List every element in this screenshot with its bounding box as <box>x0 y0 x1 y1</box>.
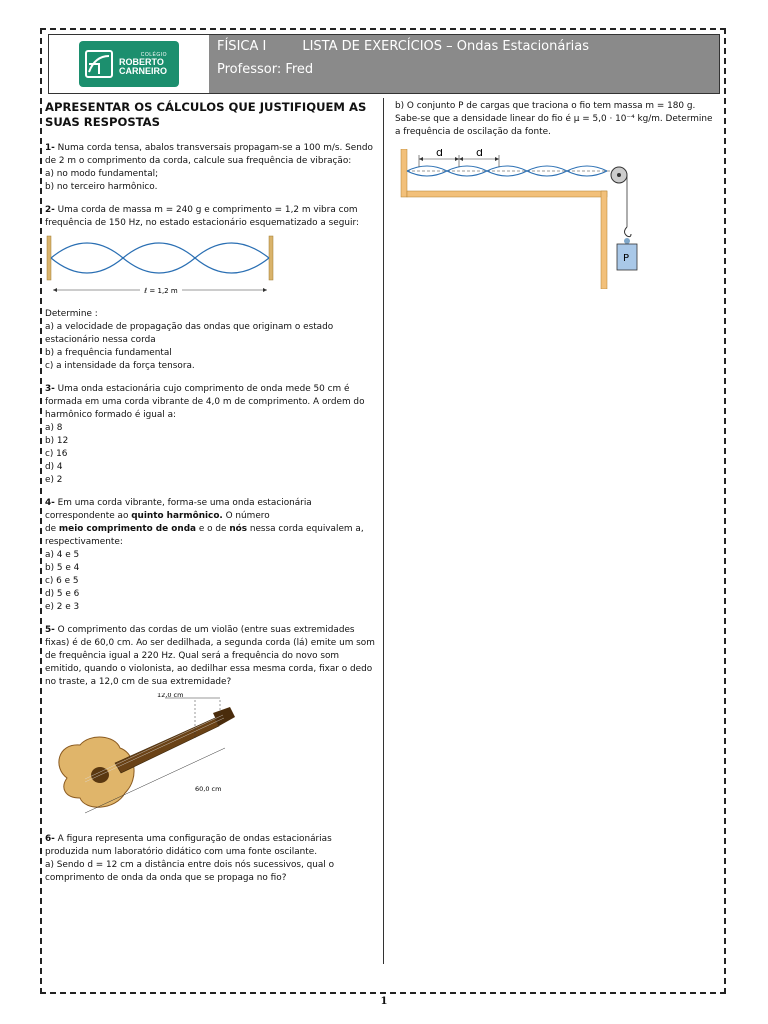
q3-option: e) 2 <box>45 475 63 485</box>
q2-c: c) a intensidade da força tensora. <box>45 361 195 371</box>
q2-text: Uma corda de massa m = 240 g e comprimento = 1,2 m vibra com frequência de 150 Hz, no estado estacionário esquematizado a seguir: <box>45 205 359 228</box>
q2-a: a) a velocidade de propagação das ondas que originam o estado estacionário nessa corda <box>45 322 334 345</box>
string-pulley-figure <box>399 149 649 289</box>
q4-bold2: meio comprimento de onda <box>58 524 197 534</box>
length-12-label: 12,0 cm <box>157 693 184 699</box>
q3-option: a) 8 <box>45 423 63 433</box>
q3-text: Uma onda estacionária cujo comprimento de onda mede 50 cm é formada em uma corda vibrante de 4,0 m de comprimento. A ordem do harmônico formado é igual a: <box>45 384 365 420</box>
q1-a: a) no modo fundamental; <box>45 169 159 179</box>
q1-number: 1- <box>45 143 55 153</box>
q4-option: c) 6 e 5 <box>45 576 79 586</box>
q4-bold1: quinto harmônico. <box>131 511 223 521</box>
question-6 <box>45 833 377 885</box>
logo-line1: ROBERTO <box>119 56 164 67</box>
question-1 <box>45 142 377 194</box>
length-label: ℓ = 1,2 m <box>144 287 178 295</box>
question-4 <box>45 497 377 614</box>
q5-text: O comprimento das cordas de um violão (entre suas extremidades fixas) é de 60,0 cm. Ao ser dedilhada, a segunda corda (lá) emite um som de frequência igual a 220 Hz. Qual será a frequência do novo som emitido, quando o violonista, ao dedilhar essa mesma corda, fixar o dedo no traste, a 12,0 cm de sua extremidade? <box>45 625 375 687</box>
distance-d-label: d <box>436 149 443 159</box>
logo-area <box>49 35 209 93</box>
q4-option: d) 5 e 6 <box>45 589 80 599</box>
q6-b: b) O conjunto P de cargas que traciona o fio tem massa m = 180 g. Sabe-se que a densidade linear do fio é μ = 5,0 · 10⁻⁴ kg/m. Determine a frequência de oscilação da fonte. <box>395 101 713 137</box>
q1-text: Numa corda tensa, abalos transversais propagam-se a 100 m/s. Sendo de 2 m o comprimento da corda, calcule sua frequência de vibração: <box>45 143 373 166</box>
q2-number: 2- <box>45 205 55 215</box>
q4-option: a) 4 e 5 <box>45 550 80 560</box>
q6-number: 6- <box>45 834 55 844</box>
question-5 <box>45 624 377 823</box>
left-column <box>45 100 377 895</box>
instructions-heading: APRESENTAR OS CÁLCULOS QUE JUSTIFIQUEM AS SUAS RESPOSTAS <box>45 100 367 129</box>
q4-text5: nessa corda equivalem a, respectivamente: <box>45 524 364 547</box>
column-divider <box>383 98 384 964</box>
question-3 <box>45 383 377 487</box>
q2-b: b) a frequência fundamental <box>45 348 172 358</box>
q2-determine: Determine : <box>45 309 98 319</box>
subject: FÍSICA I <box>217 39 267 54</box>
q5-number: 5- <box>45 625 55 635</box>
q4-text3: de <box>45 524 59 534</box>
school-logo <box>79 41 179 87</box>
q3-number: 3- <box>45 384 55 394</box>
page-number: 1 <box>380 996 388 1007</box>
q3-option: c) 16 <box>45 449 68 459</box>
question-6-continued <box>395 100 713 139</box>
q3-option: b) 12 <box>45 436 69 446</box>
length-60-label: 60,0 cm <box>195 785 222 793</box>
q4-text2: O número <box>222 511 270 521</box>
q4-text1: Em uma corda vibrante, forma-se uma onda estacionária correspondente ao <box>45 498 312 521</box>
right-column <box>395 100 713 293</box>
q4-text4: e o de <box>196 524 230 534</box>
professor: Professor: Fred <box>217 62 314 77</box>
mass-p-label: P <box>623 253 630 264</box>
standing-wave-figure <box>45 234 285 304</box>
q1-b: b) no terceiro harmônico. <box>45 182 158 192</box>
q4-option: b) 5 e 4 <box>45 563 80 573</box>
list-title: LISTA DE EXERCÍCIOS – Ondas Estacionárias <box>302 39 590 54</box>
logo-line2: CARNEIRO <box>119 65 168 76</box>
logo-mark-icon <box>85 50 113 78</box>
q6-a: a) Sendo d = 12 cm a distância entre dois nós sucessivos, qual o comprimento de onda da onda que se propaga no fio? <box>45 860 335 883</box>
logo-small-text: COLÉGIO <box>140 51 168 58</box>
q4-number: 4- <box>45 498 55 508</box>
header <box>48 34 720 94</box>
q3-option: d) 4 <box>45 462 63 472</box>
guitar-figure <box>45 693 245 823</box>
question-2 <box>45 204 377 373</box>
q6-text: A figura representa uma configuração de ondas estacionárias produzida num laboratório didático com uma fonte oscilante. <box>45 834 332 857</box>
title-box <box>209 35 719 93</box>
q4-option: e) 2 e 3 <box>45 602 80 612</box>
distance-d-label-2: d <box>476 149 483 159</box>
q4-bold3: nós <box>229 524 248 534</box>
